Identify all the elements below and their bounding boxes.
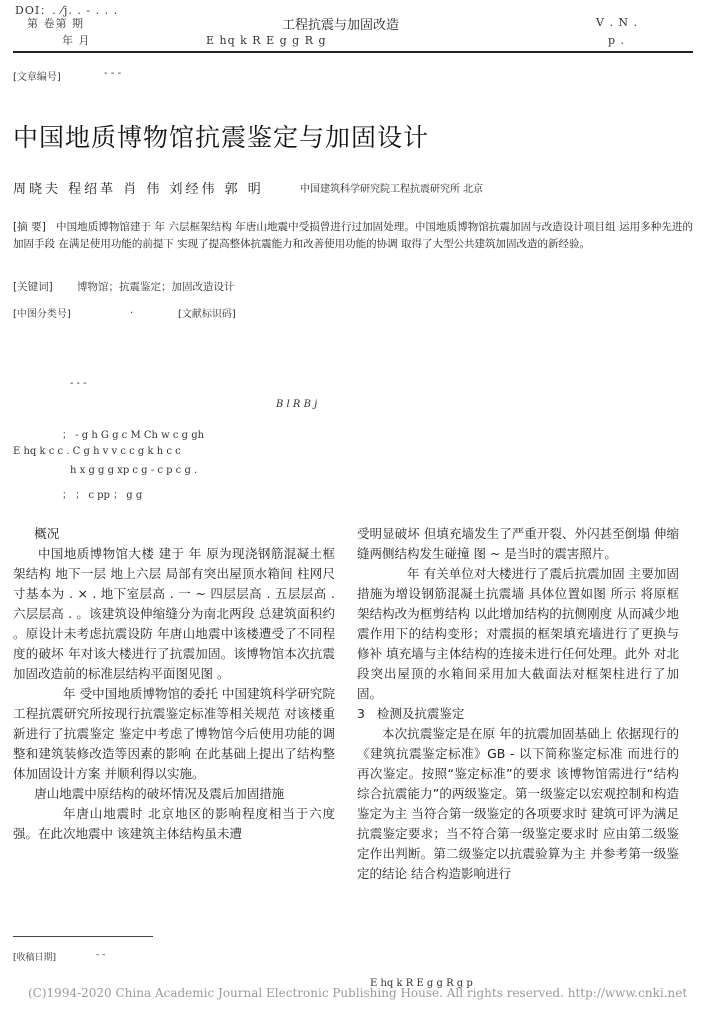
- issue-month: 年 月: [62, 34, 91, 47]
- english-abstract-line-3: h x g g g xp c g ‐ c p c g .: [70, 465, 198, 476]
- english-dashes: ‐ ‐ ‐: [70, 378, 87, 389]
- english-abstract-line-2: E hq k c c . C g h v v c c g k h c c: [13, 446, 181, 457]
- body-left-column: [13, 524, 335, 844]
- clc-label: [中图分类号]: [13, 309, 71, 320]
- paragraph: 本次抗震鉴定是在原 年的抗震加固基础上 依据现行的《建筑抗震鉴定标准》GB ‐ 以下简称鉴定标准 而进行的再次鉴定。按照“鉴定标准”的要求 该博物馆需进行“结构综合抗震能力”的两级鉴定。第一级鉴定以宏观控制和构造鉴定为主 当符合第一级鉴定的各项要求时 建筑可评为满足抗震鉴定要求；当不符合第一级鉴定要求时 应由第二级鉴定作出判断。第二级鉴定以抗震验算为主 并参考第一级鉴定的结论 结合构造影响进行: [357, 726, 679, 881]
- footnote-rule: [13, 936, 153, 937]
- abstract-text: 中国地质博物馆建于 年 六层框架结构 年唐山地震中受损曾进行过加固处理。中国地质博物馆抗震加固与改造设计项目组 运用多种先进的加固手段 在满足使用功能的前提下 实现了提高整体抗震能力和改善使用功能的协调 取得了大型公共建筑加固改造的新经验。: [13, 221, 693, 250]
- paragraph: 受明显破坏 但填充墙发生了严重开裂、外闪甚至倒塌 伸缩缝两侧结构发生碰撞 图 ~ 是当时的震害照片。: [357, 526, 679, 561]
- received-date-label: [收稿日期]: [13, 953, 57, 963]
- section-3-title: 检测及抗震鉴定: [376, 706, 465, 721]
- abstract: [13, 219, 693, 253]
- section-2-heading: 唐山地震中原结构的破坏情况及震后加固措施: [34, 786, 285, 801]
- keywords-text: 博物馆；抗震鉴定；加固改造设计: [77, 281, 235, 293]
- paragraph: 年 有关单位对大楼进行了震后抗震加固 主要加固措施为增设钢筋混凝土抗震墙 具体位置如图 所示 将原框架结构改为框剪结构 以此增加结构的抗侧刚度 从而减少地震作用下的结构变形；对震损的框架填充墙进行了更换与修补 填充墙与主体结构的连接未进行任何处理。此外 对北段突出屋顶的水箱间采用加大截面法对框架柱进行了加固。: [357, 566, 679, 701]
- journal-title: 工程抗震与加固改造: [282, 18, 400, 33]
- copyright-watermark: (C)1994-2020 China Academic Journal Electronic Publishing House. All rights reserved. http://www.cnki.net: [28, 986, 688, 1000]
- footer-journal-en: E hq k R E g g R g p: [370, 978, 473, 989]
- volume: V . N .: [596, 16, 639, 29]
- clc-value: .: [130, 305, 134, 316]
- journal-title-en: E hq k R E g g R g: [206, 34, 327, 47]
- doi: DOI：. ⁄j. . ‐ . . .: [15, 4, 119, 17]
- issue: 第 卷第 期: [27, 17, 84, 30]
- paragraph: 年唐山地震时 北京地区的影响程度相当于六度强。在此次地震中 该建筑主体结构虽未遭: [13, 806, 335, 841]
- section-3-number: 3: [357, 706, 365, 721]
- english-keywords: ； ； c pp ； g g: [62, 490, 143, 501]
- doc-code-label: [文献标识码]: [178, 309, 236, 320]
- section-1-heading: 概况: [34, 526, 60, 541]
- english-authors: B l R B j: [276, 399, 318, 410]
- paragraph: 中国地质博物馆大楼 建于 年 原为现浇钢筋混凝土框架结构 地下一层 地上六层 局部有突出屋顶水箱间 柱网尺寸基本为 . × . 地下室层高 . 一 ~ 四层层高 . 五层层高 . 六层层高 . 。该建筑设伸缩缝分为南北两段 总建筑面积约 。原设计未考虑抗震设防 年唐山地震中该楼遭受了不同程度的破坏 年对该大楼进行了抗震加固。该博物馆本次抗震加固改造前的标准层结构平面图见图 。: [13, 546, 335, 681]
- body-right-column: [357, 524, 679, 884]
- article-no-label: [文章编号]: [13, 72, 61, 83]
- abstract-label: [摘 要]: [13, 221, 46, 233]
- received-date-value: ‐ ‐: [96, 950, 106, 960]
- header-rule: [13, 51, 693, 53]
- english-abstract-line-1: ； ‐ g h G g c M Ch w c g gh: [62, 430, 205, 441]
- article-no-value: ‐ ‐ ‐: [104, 68, 122, 79]
- page-title: 中国地质博物馆抗震鉴定与加固设计: [13, 123, 430, 152]
- section-3-heading: [357, 704, 679, 724]
- authors: 周晓夫 程绍革 肖 伟 刘经伟 郭 明: [13, 182, 264, 197]
- keywords-label: [关键词]: [13, 281, 53, 293]
- page-number: p .: [608, 34, 626, 47]
- affiliation: 中国建筑科学研究院工程抗震研究所 北京: [300, 184, 484, 195]
- paragraph: 年 受中国地质博物馆的委托 中国建筑科学研究院工程抗震研究所按现行抗震鉴定标准等相关规范 对该楼重新进行了抗震鉴定 鉴定中考虑了博物馆今后使用功能的调整和建筑装修改造等因素的影响 在此基础上提出了结构整体加固设计方案 并顺利得以实施。: [13, 686, 335, 781]
